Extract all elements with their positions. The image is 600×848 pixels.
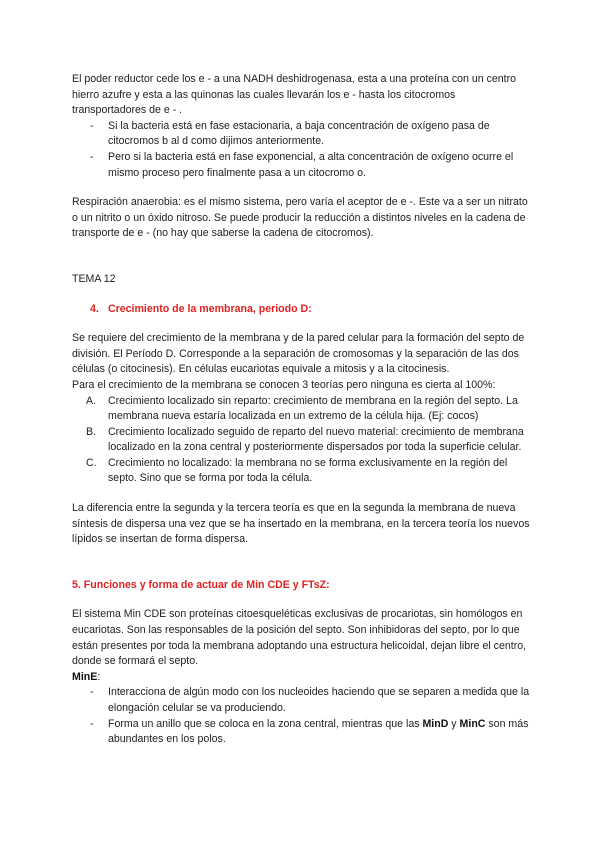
list-marker: B.: [86, 425, 97, 438]
mine-label-line: [72, 670, 532, 686]
section5-heading: 5. Funciones y forma de actuar de Min CDE y FTsZ:: [72, 578, 330, 591]
bullet-text: Si la bacteria está en fase estacionaria, a baja concentración de oxígeno pasa de citocromos b al d como dijimos anteriormente.: [108, 119, 490, 148]
section4-paragraph1: Se requiere del crecimiento de la membrana y de la pared celular para la formación del septo de división. El Período D. Corresponde a la separación de cromosomas y la separación de las dos células (o citocinesis). En células eucariotas equivale a mitosis y a la citocinesis.: [72, 332, 525, 376]
section4-paragraph3: La diferencia entre la segunda y la tercera teoría es que en la segunda la membrana de nueva síntesis de dispersa una vez que se ha insertado en la membrana, en la tercera teoría los nuevos lípidos se insertan de forma dispersa.: [72, 502, 530, 546]
document-page: [72, 72, 532, 748]
mine-bullet-list: [72, 685, 532, 747]
mine-label: MinE: [72, 670, 98, 683]
bullet-text-part: y: [448, 717, 460, 730]
list-item: [72, 717, 532, 748]
intro-paragraph: El poder reductor cede los e - a una NADH deshidrogenasa, esta a una proteína con un centro hierro azufre y esta a las quinonas las cuales llevarán los e - hasta los citocromos transportadores de e - .: [72, 73, 517, 117]
mine-colon: :: [97, 670, 101, 683]
section4-heading: [72, 302, 532, 318]
theory-text: Crecimiento localizado sin reparto: crecimiento de membrana en la región del septo. La membrana nueva estaría localizada en un extremo de la célula hija. (Ej: cocos): [108, 394, 518, 423]
theory-text: Crecimiento no localizado: la membrana no se forma exclusivamente en la región del septo. Sino que se forma por toda la célula.: [108, 456, 508, 485]
bullet-text-part: Forma un anillo que se coloca en la zona central, mientras que las: [108, 717, 423, 730]
section4-title: Crecimiento de la membrana, periodo D:: [108, 302, 312, 315]
list-item: [72, 425, 532, 456]
list-item: [72, 456, 532, 487]
bullet-text: Interacciona de algún modo con los nucleoides haciendo que se separen a medida que la elongación celular se va produciendo.: [108, 686, 530, 714]
list-item: [72, 394, 532, 425]
list-marker: C.: [86, 456, 97, 469]
theory-text: Crecimiento localizado seguido de reparto del nuevo material: crecimiento de membrana localizado en la zona central y posteriormente dispersados por toda la superficie celular.: [108, 425, 524, 454]
list-item: [72, 685, 532, 716]
bullet-marker: -: [90, 119, 94, 132]
bullet-marker: -: [90, 150, 94, 163]
bullet-text: [108, 718, 528, 746]
bullet-text-part: son más abundantes en los polos.: [108, 717, 529, 746]
bullet-marker: -: [90, 717, 94, 730]
list-item: [72, 150, 532, 181]
intro-bullet-list: [72, 119, 532, 181]
tema-heading: TEMA 12: [72, 272, 116, 285]
anaerobic-paragraph: Respiración anaerobia: es el mismo sistema, pero varía el aceptor de e -. Este va a ser un nitrato o un nitrito o un óxido nitroso. Se puede producir la reducción a distintos niveles en la cadena de transporte de e - (no hay que saberse la cadena de citocromos).: [72, 196, 528, 240]
minc-term: MinC: [459, 717, 486, 730]
bullet-text: Pero si la bacteria está en fase exponencial, a alta concentración de oxígeno ocurre el mismo proceso pero finalmente pasa a un citocromo o.: [108, 150, 514, 179]
list-marker: A.: [86, 394, 97, 407]
section5-paragraph: El sistema Min CDE son proteínas citoesqueléticas exclusivas de procariotas, sin homólogos en eucariotas. Son las responsables de la posición del septo. Son inhibidoras del septo, por lo que están presentes por toda la membrana adoptando una estructura helicoidal, dejan libre el centro, donde se formará el septo.: [72, 608, 527, 668]
bullet-marker: -: [90, 686, 94, 699]
theories-list: [72, 394, 532, 488]
mind-term: MinD: [422, 717, 449, 730]
section4-number: 4.: [90, 302, 99, 315]
section4-paragraph2: Para el crecimiento de la membrana se conocen 3 teorías pero ninguna es cierta al 100%:: [72, 378, 496, 391]
list-item: [72, 119, 532, 150]
